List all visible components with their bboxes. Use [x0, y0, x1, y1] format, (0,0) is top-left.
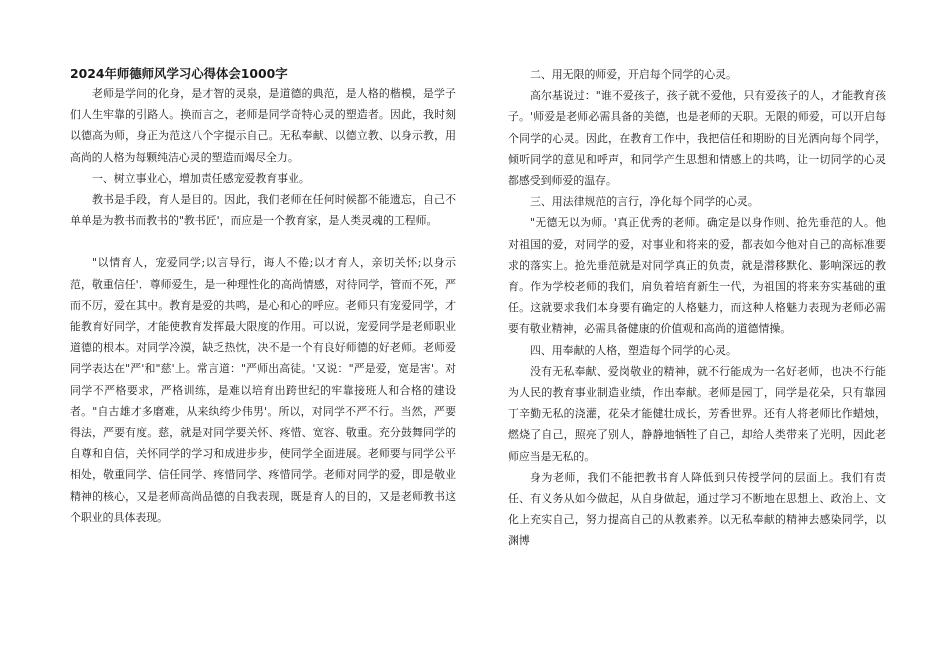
- left-column: [70, 64, 456, 528]
- section-heading: 三、用法律规范的言行，净化每个同学的心灵。: [530, 195, 759, 209]
- paragraph: 身为老师，我们不能把教书育人降低到只传授学问的层面上。我们有责任、有义务从如今做起，从自身做起，通过学习不断地在思想上、政治上、文化上充实自己，努力提高自己的从教素养。以无私奉献的精神去感染同学，以渊博: [508, 470, 886, 548]
- paragraph: 高尔基说过："谁不爱孩子，孩子就不爱他，只有爱孩子的人，才能教育孩子。'师爱是老师必需具备的美德，也是老师的天职。无限的师爱，可以开启每个同学的心灵。因此，在教育工作中，我把信任和期盼的目光洒向每个同学，倾听同学的意见和呼声，和同学产生思想和情感上的共鸣，让一切同学的心灵都感受到师爱的温存。: [508, 89, 886, 188]
- blank-line: [70, 231, 456, 252]
- section-heading: 一、树立事业心，增加责任感宠爱教育事业。: [92, 171, 310, 185]
- document-title: 2024年师德师风学习心得体会1000字: [70, 66, 288, 81]
- section-heading: 四、用奉献的人格，塑造每个同学的心灵。: [530, 343, 737, 357]
- right-column: [508, 64, 886, 552]
- paragraph: "无德无以为师。'真正优秀的老师。确定是以身作则、抢先垂范的人。他对祖国的爱，对同学的爱，对事业和将来的爱，都表如今他对自己的高标准要求的落实上。抢先垂范就是对同学真正的负责，就是潜移默化、影响深远的教育。作为学校老师的我们，肩负着培育新生一代，为祖国的将来夯实基础的重任。这就要求我们本身要有确定的人格魅力，而这种人格魅力表现为老师必需要有敬业精神，必需具备健康的价值观和高尚的道德情操。: [508, 216, 886, 336]
- paragraph: 教书是手段，育人是目的。因此，我们老师在任何时候都不能遗忘，自己不单单是为教书而教书的"教书匠'，而应是一个教育家，是人类灵魂的工程师。: [70, 193, 456, 228]
- section-heading: 二、用无限的师爱，开启每个同学的心灵。: [530, 68, 737, 81]
- paragraph: 老师是学问的化身，是才智的灵泉，是道德的典范，是人格的楷模，是学子们人生牢靠的引路人。换而言之，老师是同学奇特心灵的塑造者。因此，我时刻以德高为师，身正为范这八个字提示自己。无私奉献、以德立教、以身示教，用高尚的人格为每颗纯洁心灵的塑造而竭尽全力。: [70, 87, 456, 164]
- paragraph: "以情育人，宠爱同学;以言导行，诲人不倦;以才育人，亲切关怀;以身示范，敬重信任'．尊师爱生，是一种理性化的高尚情感，对待同学，管而不死，严而不厉，爱在其中。教育是爱的共鸣，是心和心的呼应。老师只有宠爱同学，才能教育好同学，才能使教育发挥最大限度的作用。可以说，宠爱同学是老师职业道德的根本。对同学冷漠，缺乏热忱，决不是一个有良好师德的好老师。老师爱同学表达在"严'和"慈'上。常言道："严师出高徒。'又说："严是爱，宽是害'。对同学不严格要求，严格训练，是难以培育出跨世纪的牢靠接班人和合格的建设者。"自古雄才多磨难，从来纨绔少伟男'。所以，对同学不严不行。当然，严要得法，严要有度。慈，就是对同学要关怀、疼惜、宽容、敬重。充分鼓舞同学的自尊和自信，关怀同学的学习和成进步步，使同学全面进展。老师要与同学公平相处，敬重同学、信任同学、疼惜同学、疼惜同学。老师对同学的爱，即是敬业精神的核心，又是老师高尚品德的自我表现，既是育人的目的，又是老师教书这个职业的具体表现。: [70, 256, 456, 524]
- paragraph: 没有无私奉献、爱岗敬业的精神，就不行能成为一名好老师，也决不行能为人民的教育事业制造业绩，作出奉献。老师是园丁，同学是花朵，只有靠园丁辛勤无私的浇灌，花朵才能健壮成长，芳香世界。还有人将老师比作蜡烛，燃烧了自己，照亮了别人，静静地牺牲了自己，却给人类带来了光明，因此老师应当是无私的。: [508, 364, 886, 463]
